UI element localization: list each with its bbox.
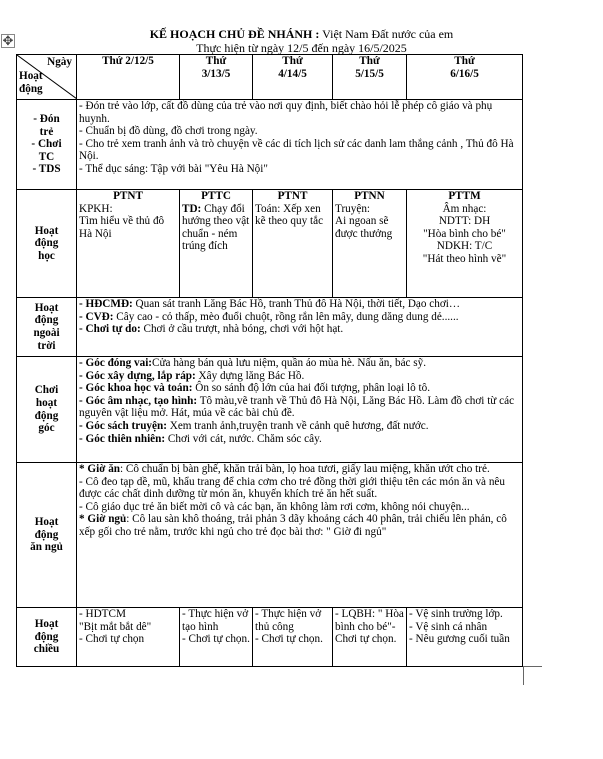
ngoai-troi-item: - Chơi tự do: Chơi ở cầu trượt, nhà bóng, chơi với hột hạt. bbox=[79, 323, 344, 336]
gio-ngu-paragraph: * Giờ ngủ: Cô lau sàn khô thoáng, trải phản 3 dãy khoảng cách 40 phân, trải chiếu lên phản, cô xếp gối cho trẻ nằm, trước khi ngủ cho trẻ đọc bài thơ: " Giờ đi ngủ" bbox=[79, 513, 507, 538]
ngoai-troi-item: - HĐCMĐ: Quan sát tranh Lăng Bác Hồ, tranh Thủ đô Hà Nội, thời tiết, Dạo chơi… bbox=[79, 298, 461, 310]
gio-an-paragraph: * Giờ ăn: Cô chuẩn bị bàn ghế, khăn trải bàn, lọ hoa tươi, giấy lau miệng, khăn ướt cho trẻ. bbox=[79, 463, 490, 475]
hoc-area: PTTC bbox=[201, 190, 231, 202]
gio-an-line: - Cô đeo tạp dề, mũ, khẩu trang để chia cơm cho trẻ đồng thời giới thiệu tên các món ăn và nêu được các chất dinh dưỡng từ món ăn, khuyến khích trẻ ăn hết suất. bbox=[79, 475, 505, 501]
row-label-choi-goc: Chơi hoạt động góc bbox=[17, 357, 77, 463]
hoc-body: Âm nhạc: NDTT: DH "Hòa bình cho bé" NDKH: T/C "Hát theo hình vẽ" bbox=[422, 202, 507, 265]
row-label-ngoai-troi: Hoạt động ngoài trời bbox=[17, 298, 77, 357]
row-choi-goc bbox=[17, 357, 523, 463]
goc-item: - Góc đóng vai:Cửa hàng bán quà lưu niệm, quần áo mùa hè. Nấu ăn, bác sỹ. bbox=[79, 357, 427, 369]
hoc-body: Toán: Xếp xen kẽ theo quy tắc bbox=[255, 202, 324, 228]
an-ngu-content bbox=[77, 463, 523, 608]
goc-item: - Góc khoa học và toán: Ôn so sánh độ lớn của hai đối tượng, phân loại lô tô. bbox=[79, 382, 431, 395]
row-label-hoat-dong-hoc: Hoạt động học bbox=[17, 190, 77, 298]
chieu-cell-mon: - HDTCM "Bịt mắt bắt dê" - Chơi tự chọn bbox=[77, 608, 180, 667]
corner-activity-label: Hoạt động bbox=[19, 70, 43, 95]
row-label-don-tre: - Đón trẻ - Chơi TC - TDS bbox=[17, 100, 77, 190]
chieu-cell-tue: - Thực hiện vở tạo hình - Chơi tự chọn. bbox=[180, 608, 253, 667]
chieu-cell-fri: - Vệ sinh trường lớp. - Vệ sinh cá nhân - Nêu gương cuối tuần bbox=[407, 608, 523, 667]
day-header-mon: Thứ 2/12/5 bbox=[77, 55, 180, 100]
don-tre-line: - Thể dục sáng: Tập với bài "Yêu Hà Nội" bbox=[79, 162, 268, 175]
corner-day-label: Ngày bbox=[47, 56, 72, 68]
chieu-cell-wed: - Thực hiện vở thủ công - Chơi tự chọn. bbox=[253, 608, 333, 667]
hoc-cell-thu bbox=[333, 190, 407, 298]
hoc-cell-mon bbox=[77, 190, 180, 298]
hoc-area: PTTM bbox=[448, 190, 481, 202]
hoc-body: Chạy đổi hướng theo vật chuẩn - ném trúng đích bbox=[182, 202, 250, 253]
gio-an-line: - Cô giáo dục trẻ ăn biết mời cô và các bạn, ăn không làm rơi cơm, không nói chuyện... bbox=[79, 500, 470, 513]
row-an-ngu bbox=[17, 463, 523, 608]
hoc-cell-wed bbox=[253, 190, 333, 298]
page-subtitle: Thực hiện từ ngày 12/5 đến ngày 16/5/2025 bbox=[196, 41, 407, 55]
day-header-wed: Thứ 4/14/5 bbox=[253, 55, 333, 100]
header-row bbox=[17, 55, 523, 100]
don-tre-line: - Cho trẻ xem tranh ảnh và trò chuyện về các di tích lịch sử các danh lam thắng cảnh , Thủ đô Hà Nội. bbox=[79, 137, 514, 163]
hoc-area: PTNN bbox=[354, 190, 385, 202]
hoc-area: PTNT bbox=[113, 190, 143, 202]
goc-item: - Góc âm nhạc, tạo hình: Tô màu,vẽ tranh về Thủ đô Hà Nội, Lăng Bác Hồ. Làm đồ chơi từ các nguyên vật liệu mở. Hát, múa về các bài chủ đề. bbox=[79, 394, 515, 420]
row-label-an-ngu: Hoạt động ăn ngủ bbox=[17, 463, 77, 608]
page-corner-mark bbox=[523, 666, 542, 685]
chieu-cell-thu: - LQBH: " Hòa bình cho bé"- Chơi tự chọn. bbox=[333, 608, 407, 667]
table-move-handle-icon[interactable]: ✥ bbox=[2, 34, 14, 49]
day-header-tue: Thứ 3/13/5 bbox=[180, 55, 253, 100]
don-tre-line: - Đón trẻ vào lớp, cất đồ dùng của trẻ vào nơi quy định, biết chào hỏi lễ phép cô giáo và phụ huynh. bbox=[79, 100, 493, 125]
hoc-cell-fri bbox=[407, 190, 523, 298]
choi-goc-content bbox=[77, 357, 523, 463]
ngoai-troi-content bbox=[77, 298, 523, 357]
day-header-fri: Thứ 6/16/5 bbox=[407, 55, 523, 100]
goc-item: - Góc xây dựng, lắp ráp: Xây dựng lăng Bác Hồ. bbox=[79, 369, 305, 382]
goc-item: - Góc sách truyện: Xem tranh ảnh,truyện tranh về cảnh quê hương, đất nước. bbox=[79, 419, 429, 432]
hoc-body: KPKH: Tìm hiểu về thủ đô Hà Nội bbox=[79, 202, 165, 240]
don-tre-content bbox=[77, 100, 523, 190]
corner-cell bbox=[17, 55, 77, 100]
row-label-chieu: Hoạt động chiều bbox=[17, 608, 77, 667]
hoc-body-bold: TD: bbox=[182, 202, 202, 215]
row-hoat-dong-hoc bbox=[17, 190, 523, 298]
plan-table bbox=[16, 54, 523, 667]
day-header-thu: Thứ 5/15/5 bbox=[333, 55, 407, 100]
hoc-area: PTNT bbox=[277, 190, 308, 202]
row-chieu bbox=[17, 608, 523, 667]
title-bold: KẾ HOẠCH CHỦ ĐỀ NHÁNH : bbox=[149, 27, 320, 41]
page-title bbox=[0, 27, 603, 41]
hoc-body: Truyện: Ai ngoan sẽ được thưởng bbox=[335, 202, 393, 240]
row-don-tre bbox=[17, 100, 523, 190]
goc-item: - Góc thiên nhiên: Chơi với cát, nước. Chăm sóc cây. bbox=[79, 432, 322, 445]
hoc-cell-tue bbox=[180, 190, 253, 298]
don-tre-line: - Chuẩn bị đồ dùng, đồ chơi trong ngày. bbox=[79, 125, 258, 138]
ngoai-troi-item: - CVĐ: Cây cao - cỏ thấp, mèo đuổi chuột, rồng rắn lên mây, dung dăng dung dẻ...... bbox=[79, 310, 459, 323]
row-ngoai-troi bbox=[17, 298, 523, 357]
title-topic: Việt Nam Đất nước của em bbox=[319, 27, 454, 41]
